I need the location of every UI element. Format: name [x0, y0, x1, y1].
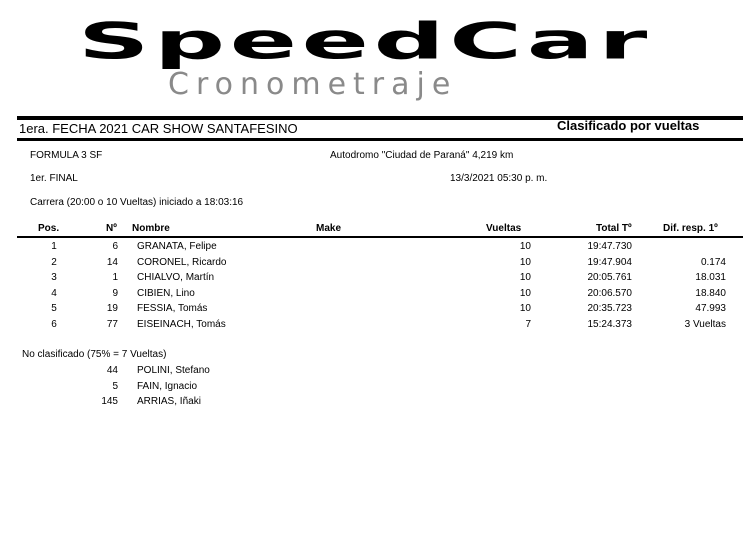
cell-name: ARRIAS, Iñaki [137, 396, 201, 407]
session-label: 1er. FINAL [30, 173, 78, 184]
cell-pos: 6 [51, 319, 57, 330]
cell-pos: 4 [51, 288, 57, 299]
cell-laps: 7 [525, 319, 531, 330]
cell-laps: 10 [519, 257, 531, 268]
col-total-header: Total Tº [596, 223, 632, 234]
col-name-header: Nombre [132, 223, 170, 234]
col-laps-header: Vueltas [486, 223, 522, 234]
table-row [0, 303, 743, 318]
cell-total: 19:47.730 [587, 241, 632, 252]
cell-pos: 3 [51, 272, 57, 283]
results-header-rule [17, 236, 743, 238]
cell-total: 19:47.904 [587, 257, 632, 268]
cell-num: 19 [106, 303, 118, 314]
cell-name: CIBIEN, Lino [137, 288, 195, 299]
cell-num: 1 [112, 272, 118, 283]
logo-subtitle: Cronometraje [168, 67, 458, 102]
cell-laps: 10 [519, 303, 531, 314]
cell-name: GRANATA, Felipe [137, 241, 217, 252]
cell-num: 44 [106, 365, 118, 376]
cell-pos: 5 [51, 303, 57, 314]
cell-num: 145 [101, 396, 118, 407]
col-make-header: Make [316, 223, 342, 234]
cell-laps: 10 [519, 288, 531, 299]
report-type: Clasificado por vueltas [557, 118, 700, 133]
cell-num: 5 [112, 381, 118, 392]
col-num-header: Nº [106, 223, 117, 234]
table-row [0, 288, 743, 303]
cell-name: POLINI, Stefano [137, 365, 210, 376]
cell-diff: 3 Vueltas [684, 319, 726, 330]
cell-num: 77 [106, 319, 118, 330]
cell-total: 20:05.761 [587, 272, 632, 283]
cell-name: EISEINACH, Tomás [137, 319, 226, 330]
list-item [0, 396, 743, 411]
logo-title: SpeedCar [78, 13, 652, 71]
col-diff-header: Dif. resp. 1º [663, 223, 718, 234]
race-description: Carrera (20:00 o 10 Vueltas) iniciado a 18:03:16 [30, 197, 244, 208]
cell-name: FESSIA, Tomás [137, 303, 208, 314]
cell-num: 6 [112, 241, 118, 252]
cell-pos: 1 [51, 241, 57, 252]
header-bottom-rule [17, 138, 743, 141]
cell-name: CORONEL, Ricardo [137, 257, 227, 268]
col-pos-header: Pos. [38, 223, 60, 234]
cell-laps: 10 [519, 272, 531, 283]
table-row [0, 241, 743, 256]
not-classified-label: No clasificado (75% = 7 Vueltas) [22, 349, 167, 360]
table-row [0, 319, 743, 334]
table-row [0, 257, 743, 272]
track-label: Autodromo "Ciudad de Paraná" 4,219 km [330, 150, 514, 161]
cell-diff: 0.174 [700, 257, 726, 268]
category-label: FORMULA 3 SF [30, 150, 103, 161]
cell-total: 20:06.570 [587, 288, 632, 299]
list-item [0, 381, 743, 396]
cell-name: CHIALVO, Martín [137, 272, 215, 283]
cell-laps: 10 [519, 241, 531, 252]
cell-diff: 18.840 [695, 288, 726, 299]
cell-total: 15:24.373 [587, 319, 632, 330]
list-item [0, 365, 743, 380]
cell-pos: 2 [51, 257, 57, 268]
table-row [0, 272, 743, 287]
datetime-label: 13/3/2021 05:30 p. m. [450, 173, 548, 184]
cell-total: 20:35.723 [587, 303, 632, 314]
cell-name: FAIN, Ignacio [137, 381, 198, 392]
cell-num: 14 [106, 257, 118, 268]
cell-num: 9 [112, 288, 118, 299]
event-title: 1era. FECHA 2021 CAR SHOW SANTAFESINO [19, 121, 298, 136]
cell-diff: 47.993 [695, 303, 726, 314]
cell-diff: 18.031 [695, 272, 726, 283]
